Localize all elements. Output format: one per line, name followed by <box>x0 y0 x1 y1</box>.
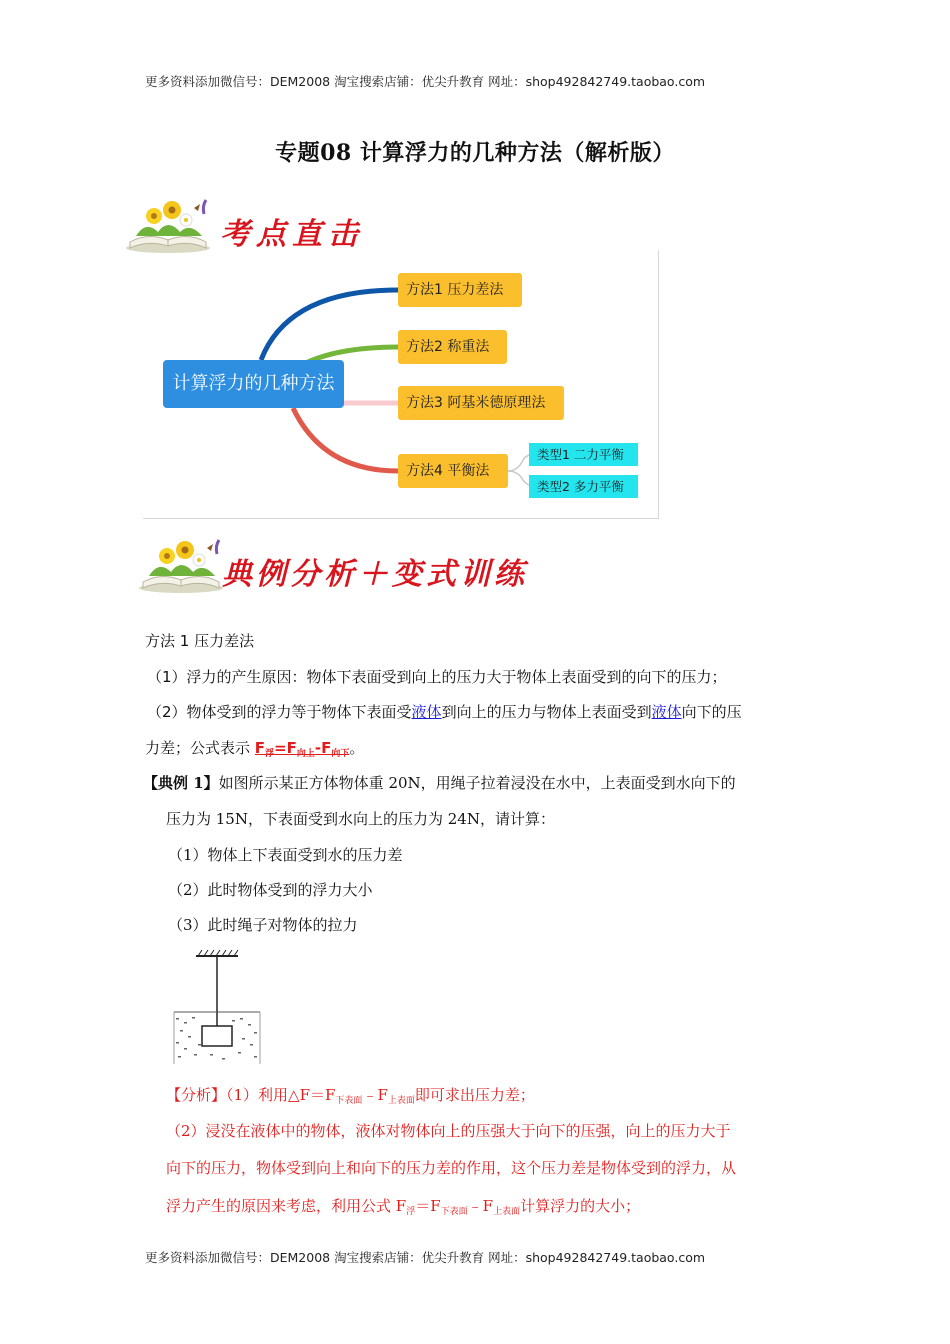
mindmap-method-4: 方法4 平衡法 <box>398 454 508 488</box>
method1-paragraph-1: （1）浮力的产生原因：物体下表面受到向上的压力大于物体上表面受到的向下的压力； <box>147 668 727 686</box>
example1-question-1: （1）物体上下表面受到水的压力差 <box>168 846 403 864</box>
book-flowers-icon <box>137 536 225 594</box>
mindmap-method-2: 方法2 称重法 <box>398 330 507 364</box>
analysis-tag: 【分析】 <box>166 1086 227 1104</box>
text-segment: ﹣F <box>362 1086 388 1104</box>
method1-paragraph-2 <box>147 702 742 722</box>
page-header: 更多资料添加微信号：DEM2008 淘宝搜索店铺：优尖升教育 网址：shop492842749.taobao.com <box>145 74 706 89</box>
submerged-block-figure <box>170 948 266 1068</box>
analysis-line-2: （2）浸没在液体中的物体，液体对物体向上的压强大于向下的压强，向上的压力大于 <box>166 1122 731 1140</box>
mindmap-root: 计算浮力的几种方法 <box>163 360 344 408</box>
formula-part: =F <box>274 739 297 757</box>
example1-line-1 <box>143 773 736 793</box>
text-segment: 即可求出压力差； <box>414 1086 535 1104</box>
mindmap-method-3: 方法3 阿基米德原理法 <box>398 386 564 420</box>
section-heading-dianli: 典例分析＋变式训练 <box>222 557 528 592</box>
book-flowers-icon <box>124 196 212 254</box>
example1-line-2: 压力为 15N，下表面受到水向上的压力为 24N，请计算： <box>166 810 555 828</box>
text-segment: ﹣F <box>467 1197 494 1215</box>
example-tag: 【典例 1】 <box>143 774 219 792</box>
liquid-link[interactable]: 液体 <box>411 703 442 721</box>
formula-part: F <box>254 739 266 757</box>
mindmap-method-1: 方法1 压力差法 <box>398 273 522 307</box>
analysis-line-1 <box>166 1085 535 1111</box>
text-segment: 。 <box>349 739 365 757</box>
subscript: 浮 <box>406 1207 416 1217</box>
formula-subscript: 向上 <box>296 749 315 759</box>
text-segment: 力差；公式表示 <box>145 739 255 757</box>
method1-paragraph-3 <box>145 738 364 764</box>
mindmap-type-1: 类型1 二力平衡 <box>529 443 638 466</box>
page-title: 专题08 计算浮力的几种方法（解析版） <box>275 140 675 166</box>
text-segment: 浮力产生的原因来考虑，利用公式 F <box>166 1197 407 1215</box>
text-segment: ＝F <box>415 1197 441 1215</box>
text-segment: （2）物体受到的浮力等于物体下表面受 <box>147 703 412 721</box>
text-segment: 如图所示某正方体物体重 20N，用绳子拉着浸没在水中，上表面受到水向下的 <box>218 774 736 792</box>
example1-question-2: （2）此时物体受到的浮力大小 <box>168 881 373 899</box>
text-segment: 计算浮力的大小； <box>520 1197 641 1215</box>
analysis-line-3: 向下的压力，物体受到向上和向下的压力差的作用，这个压力差是物体受到的浮力，从 <box>166 1159 737 1177</box>
buoyancy-formula <box>255 739 350 757</box>
section-heading-kaodian: 考点直击 <box>220 217 364 252</box>
example1-question-3: （3）此时绳子对物体的拉力 <box>168 916 358 934</box>
text-segment: 到向上的压力与物体上表面受到 <box>441 703 652 721</box>
formula-part: -F <box>314 739 332 757</box>
formula-subscript: 向下 <box>331 749 350 759</box>
analysis-line-4 <box>166 1196 640 1222</box>
text-segment: （1）利用△F＝F <box>226 1086 336 1104</box>
subscript: 下表面 <box>440 1207 468 1217</box>
subscript: 上表面 <box>493 1207 521 1217</box>
subscript: 上表面 <box>387 1096 415 1106</box>
page-footer: 更多资料添加微信号：DEM2008 淘宝搜索店铺：优尖升教育 网址：shop492842749.taobao.com <box>145 1250 706 1265</box>
formula-subscript: 浮 <box>265 749 275 759</box>
liquid-link[interactable]: 液体 <box>651 703 682 721</box>
mindmap-type-2: 类型2 多力平衡 <box>529 475 638 498</box>
method1-heading: 方法 1 压力差法 <box>145 632 255 650</box>
text-segment: 向下的压 <box>681 703 742 721</box>
subscript: 下表面 <box>335 1096 363 1106</box>
